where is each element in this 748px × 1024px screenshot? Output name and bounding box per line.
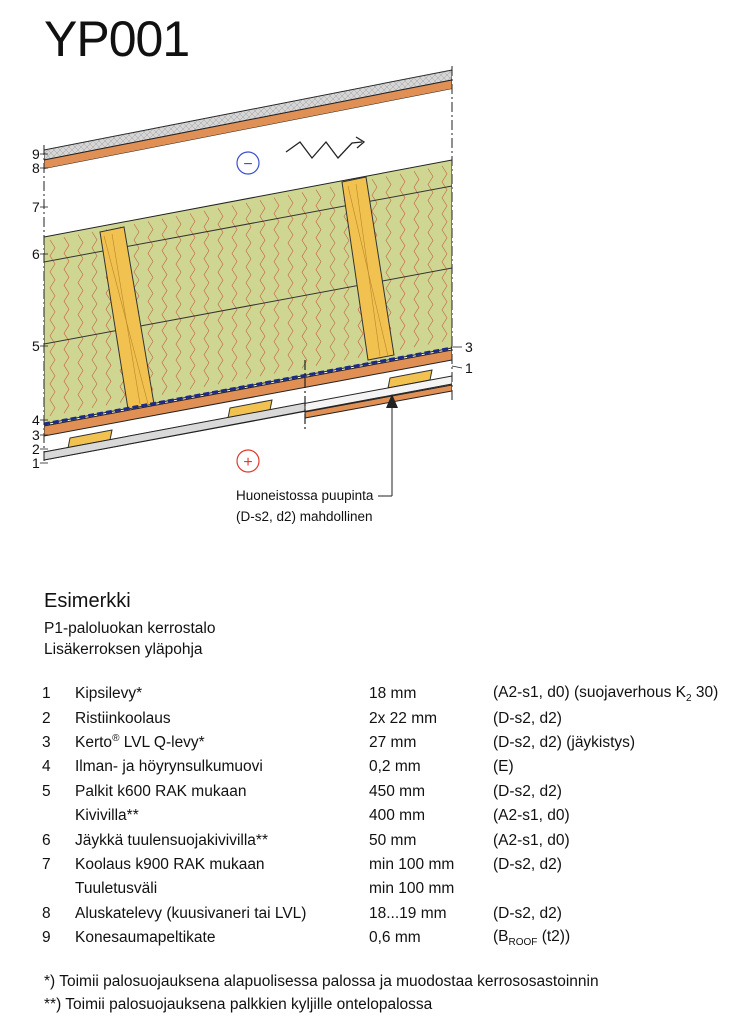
legend-material: Ristiinkoolaus: [75, 709, 171, 727]
layer-number-1: 1: [32, 455, 40, 471]
legend-fire-class: (A2-s1, d0) (suojaverhous $K_2$ 30): [493, 684, 719, 705]
legend-row: [42, 706, 718, 730]
legend-number: 3: [42, 733, 51, 751]
legend-row: [42, 682, 718, 706]
legend-row: [42, 780, 718, 804]
legend-fire-class: (D-s2, d2): [493, 904, 562, 922]
legend-thickness: 0,2 mm: [369, 758, 421, 776]
legend-material: Koolaus k900 RAK mukaan: [75, 855, 265, 873]
svg-text:+: +: [243, 454, 253, 471]
right-number-1: 1: [465, 360, 473, 376]
right-number-3: 3: [465, 339, 473, 355]
legend-thickness: min 100 mm: [369, 855, 455, 873]
legend-thickness: 0,6 mm: [369, 929, 421, 947]
layer-number-9: 9: [32, 146, 40, 162]
callout-line-2: (D-s2, d2) mahdollinen: [236, 509, 373, 524]
legend-number: 4: [42, 758, 51, 776]
legend-material: Ilman- ja höyrynsulkumuovi: [75, 758, 263, 776]
footnote-2: **) Toimii palosuojauksena palkkien kyljille ontelopalossa: [44, 996, 433, 1013]
legend-thickness: 18...19 mm: [369, 904, 447, 922]
legend-fire-class: [493, 877, 718, 901]
legend-thickness: min 100 mm: [369, 880, 455, 898]
legend-row: [42, 853, 718, 877]
legend-fire-class: (D-s2, d2): [493, 709, 562, 727]
layer-number-7: 7: [32, 199, 40, 215]
legend-row: [42, 828, 718, 852]
legend-fire-class: (E): [493, 758, 514, 776]
section-title: Esimerkki: [44, 590, 131, 612]
legend-number: 7: [42, 855, 51, 873]
legend-fire-class: (A2-s1, d0): [493, 807, 570, 825]
legend-thickness: 50 mm: [369, 831, 417, 849]
layer-legend-table: [42, 682, 718, 950]
legend-thickness: 400 mm: [369, 807, 425, 825]
legend-row: [42, 731, 718, 755]
legend-number: 5: [42, 782, 51, 800]
layer-number-6: 6: [32, 246, 40, 262]
legend-material: Konesaumapeltikate: [75, 929, 216, 947]
positive-pressure-icon: [237, 450, 259, 472]
layer-number-3: 3: [32, 427, 40, 443]
svg-text:−: −: [243, 156, 253, 173]
legend-number: [42, 877, 75, 901]
legend-fire-class: (A2-s1, d0): [493, 831, 570, 849]
legend-number: 8: [42, 904, 51, 922]
legend-thickness: 450 mm: [369, 782, 425, 800]
legend-row: [42, 926, 718, 950]
legend-row: [42, 804, 718, 828]
legend-fire-class: ($B_{ROOF}$ (t2)): [493, 928, 571, 949]
footnote-1: *) Toimii palosuojauksena alapuolisessa palossa ja muodostaa kerrososastoinnin: [44, 973, 599, 990]
drawing-code: YP001: [44, 11, 190, 67]
layer-number-8: 8: [32, 160, 40, 176]
legend-row: [42, 755, 718, 779]
structure-name: Lisäkerroksen yläpohja: [44, 641, 203, 658]
legend-number: 9: [42, 929, 51, 947]
legend-fire-class: (D-s2, d2): [493, 782, 562, 800]
legend-material: Kipsilevy*: [75, 685, 143, 703]
legend-thickness: 2x 22 mm: [369, 709, 438, 727]
callout-line-1: Huoneistossa puupinta: [236, 488, 374, 503]
legend-number: 1: [42, 685, 51, 703]
layer-number-2: 2: [32, 441, 40, 457]
legend-material: Tuuletusväli: [75, 880, 158, 898]
legend-material: Kerto® LVL Q-levy*: [75, 733, 205, 752]
legend-number: 2: [42, 709, 51, 727]
layer-numbers-right: [452, 339, 473, 376]
legend-material: Jäykkä tuulensuojakivivilla**: [75, 831, 268, 849]
legend-row: [42, 902, 718, 926]
legend-fire-class: (D-s2, d2): [493, 855, 562, 873]
legend-thickness: 27 mm: [369, 733, 417, 751]
legend-number: [42, 804, 75, 828]
layer-number-5: 5: [32, 338, 40, 354]
legend-material: Kivivilla**: [75, 807, 139, 825]
legend-thickness: 18 mm: [369, 685, 417, 703]
legend-material: Palkit k600 RAK mukaan: [75, 782, 247, 800]
building-type: P1-paloluokan kerrostalo: [44, 620, 216, 637]
legend-material: Aluskatelevy (kuusivaneri tai LVL): [75, 904, 307, 922]
layer-number-4: 4: [32, 412, 40, 428]
legend-row: [42, 877, 718, 901]
legend-fire-class: (D-s2, d2) (jäykistys): [493, 733, 636, 751]
legend-number: 6: [42, 831, 51, 849]
